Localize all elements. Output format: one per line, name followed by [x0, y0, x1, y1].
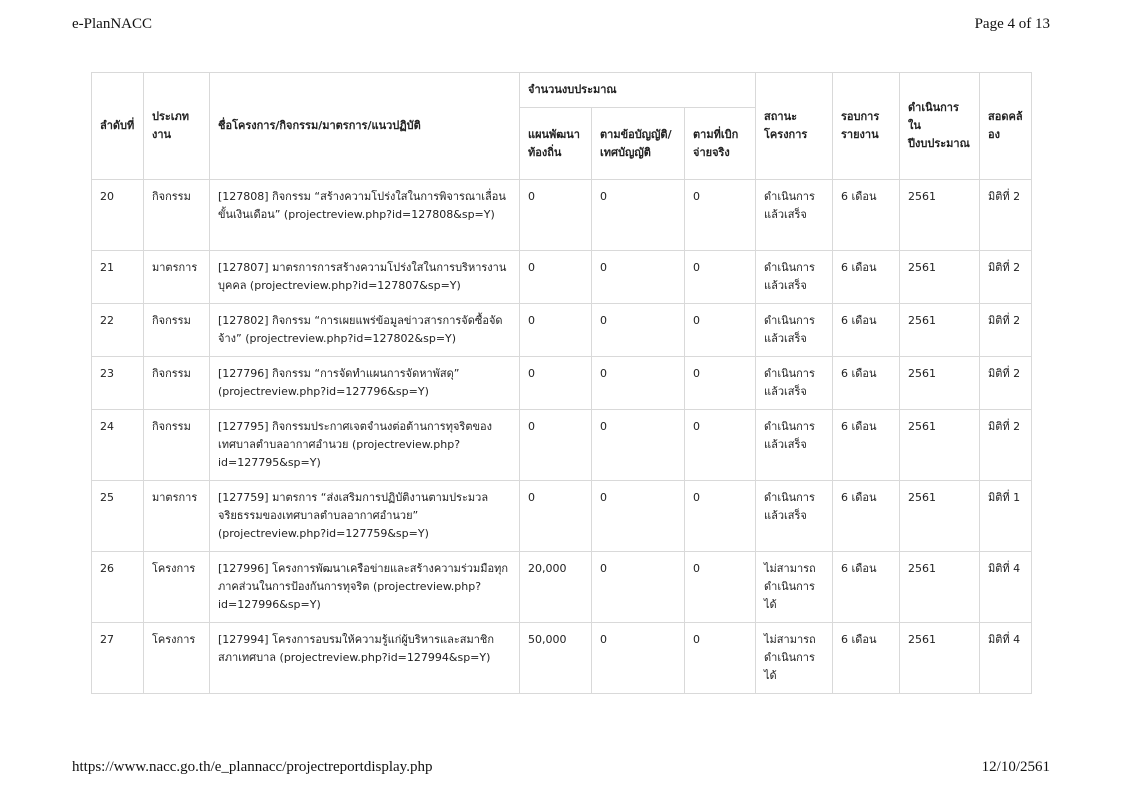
- page-indicator: Page 4 of 13: [974, 16, 1050, 32]
- cell-budget-law: 0: [592, 623, 685, 694]
- cell-budget-local: 0: [520, 251, 592, 304]
- cell-budget-actual: 0: [685, 410, 756, 481]
- cell-no: 20: [92, 180, 144, 251]
- cell-align: มิติที่ 4: [980, 552, 1032, 623]
- page-url: https://www.nacc.go.th/e_plannacc/projectreportdisplay.php: [72, 759, 433, 775]
- cell-round: 6 เดือน: [833, 623, 900, 694]
- cell-name: [127807] มาตรการการสร้างความโปร่งใสในการบริหารงานบุคคล (projectreview.php?id=127807&sp=Y): [210, 251, 520, 304]
- cell-round: 6 เดือน: [833, 304, 900, 357]
- header-type: ประเภทงาน: [144, 73, 210, 180]
- cell-align: มิติที่ 1: [980, 481, 1032, 552]
- header-budget-group: จำนวนงบประมาณ: [520, 73, 756, 108]
- document-header-title: e-PlanNACC: [72, 16, 152, 32]
- cell-budget-law: 0: [592, 481, 685, 552]
- cell-align: มิติที่ 2: [980, 251, 1032, 304]
- header-year: ดำเนินการในปีงบประมาณ: [900, 73, 980, 180]
- project-report-table: [91, 72, 1032, 694]
- table-row: [92, 623, 1032, 694]
- cell-align: มิติที่ 4: [980, 623, 1032, 694]
- cell-type: มาตรการ: [144, 251, 210, 304]
- print-date: 12/10/2561: [981, 759, 1050, 775]
- cell-budget-local: 50,000: [520, 623, 592, 694]
- table-row: [92, 251, 1032, 304]
- cell-name: [127802] กิจกรรม “การเผยแพร่ข้อมูลข่าวสารการจัดซื้อจัดจ้าง” (projectreview.php?id=127802&sp=Y): [210, 304, 520, 357]
- cell-no: 23: [92, 357, 144, 410]
- header-status: สถานะโครงการ: [756, 73, 833, 180]
- cell-status: ดำเนินการแล้วเสร็จ: [756, 357, 833, 410]
- cell-budget-local: 0: [520, 180, 592, 251]
- cell-round: 6 เดือน: [833, 251, 900, 304]
- table-row: [92, 410, 1032, 481]
- cell-no: 26: [92, 552, 144, 623]
- cell-budget-actual: 0: [685, 304, 756, 357]
- cell-budget-actual: 0: [685, 481, 756, 552]
- cell-budget-local: 0: [520, 410, 592, 481]
- cell-align: มิติที่ 2: [980, 357, 1032, 410]
- cell-budget-law: 0: [592, 410, 685, 481]
- cell-year: 2561: [900, 481, 980, 552]
- cell-type: กิจกรรม: [144, 410, 210, 481]
- cell-round: 6 เดือน: [833, 552, 900, 623]
- cell-round: 6 เดือน: [833, 357, 900, 410]
- cell-status: ดำเนินการแล้วเสร็จ: [756, 304, 833, 357]
- cell-type: โครงการ: [144, 623, 210, 694]
- cell-budget-actual: 0: [685, 251, 756, 304]
- cell-no: 27: [92, 623, 144, 694]
- cell-name: [127759] มาตรการ “ส่งเสริมการปฏิบัติงานตามประมวลจริยธรรมของเทศบาลตำบลอากาศอำนวย” (projectreview.php?id=127759&sp=Y): [210, 481, 520, 552]
- cell-budget-law: 0: [592, 251, 685, 304]
- cell-align: มิติที่ 2: [980, 180, 1032, 251]
- header-budget-local: แผนพัฒนาท้องถิ่น: [520, 108, 592, 180]
- cell-status: ดำเนินการแล้วเสร็จ: [756, 410, 833, 481]
- cell-round: 6 เดือน: [833, 481, 900, 552]
- header-budget-actual: ตามที่เบิกจ่ายจริง: [685, 108, 756, 180]
- cell-status: ดำเนินการแล้วเสร็จ: [756, 251, 833, 304]
- table-row: [92, 552, 1032, 623]
- cell-status: ไม่สามารถดำเนินการได้: [756, 623, 833, 694]
- header-align: สอดคล้อง: [980, 73, 1032, 180]
- cell-budget-local: 0: [520, 304, 592, 357]
- table-row: [92, 357, 1032, 410]
- table-row: [92, 180, 1032, 251]
- cell-budget-local: 20,000: [520, 552, 592, 623]
- header-budget-law: ตามข้อบัญญัติ/เทศบัญญัติ: [592, 108, 685, 180]
- cell-budget-local: 0: [520, 481, 592, 552]
- cell-year: 2561: [900, 552, 980, 623]
- cell-budget-law: 0: [592, 552, 685, 623]
- cell-type: กิจกรรม: [144, 304, 210, 357]
- cell-year: 2561: [900, 623, 980, 694]
- cell-status: ไม่สามารถดำเนินการได้: [756, 552, 833, 623]
- cell-budget-actual: 0: [685, 623, 756, 694]
- cell-type: โครงการ: [144, 552, 210, 623]
- cell-name: [127796] กิจกรรม “การจัดทำแผนการจัดหาพัสดุ” (projectreview.php?id=127796&sp=Y): [210, 357, 520, 410]
- header-round: รอบการรายงาน: [833, 73, 900, 180]
- cell-no: 24: [92, 410, 144, 481]
- cell-round: 6 เดือน: [833, 180, 900, 251]
- cell-budget-actual: 0: [685, 180, 756, 251]
- table-body: [92, 180, 1032, 694]
- cell-budget-law: 0: [592, 357, 685, 410]
- cell-year: 2561: [900, 410, 980, 481]
- header-name: ชื่อโครงการ/กิจกรรม/มาตรการ/แนวปฏิบัติ: [210, 73, 520, 180]
- cell-budget-actual: 0: [685, 357, 756, 410]
- cell-budget-law: 0: [592, 180, 685, 251]
- cell-budget-local: 0: [520, 357, 592, 410]
- cell-budget-actual: 0: [685, 552, 756, 623]
- cell-align: มิติที่ 2: [980, 304, 1032, 357]
- cell-status: ดำเนินการแล้วเสร็จ: [756, 180, 833, 251]
- cell-type: มาตรการ: [144, 481, 210, 552]
- cell-align: มิติที่ 2: [980, 410, 1032, 481]
- cell-name: [127795] กิจกรรมประกาศเจตจำนงต่อต้านการทุจริตของเทศบาลตำบลอากาศอำนวย (projectreview.php?id=127795&sp=Y): [210, 410, 520, 481]
- cell-type: กิจกรรม: [144, 357, 210, 410]
- cell-name: [127808] กิจกรรม “สร้างความโปร่งใสในการพิจารณาเลื่อนขั้นเงินเดือน” (projectreview.php?id=127808&sp=Y): [210, 180, 520, 251]
- cell-no: 22: [92, 304, 144, 357]
- cell-year: 2561: [900, 180, 980, 251]
- table-header: [92, 73, 1032, 180]
- cell-status: ดำเนินการแล้วเสร็จ: [756, 481, 833, 552]
- cell-year: 2561: [900, 304, 980, 357]
- cell-name: [127996] โครงการพัฒนาเครือข่ายและสร้างความร่วมมือทุกภาคส่วนในการป้องกันการทุจริต (projectreview.php?id=127996&sp=Y): [210, 552, 520, 623]
- cell-type: กิจกรรม: [144, 180, 210, 251]
- cell-year: 2561: [900, 251, 980, 304]
- cell-year: 2561: [900, 357, 980, 410]
- cell-name: [127994] โครงการอบรมให้ความรู้แก่ผู้บริหารและสมาชิกสภาเทศบาล (projectreview.php?id=127994&sp=Y): [210, 623, 520, 694]
- cell-no: 25: [92, 481, 144, 552]
- cell-budget-law: 0: [592, 304, 685, 357]
- cell-no: 21: [92, 251, 144, 304]
- table-row: [92, 481, 1032, 552]
- header-no: ลำดับที่: [92, 73, 144, 180]
- table-row: [92, 304, 1032, 357]
- cell-round: 6 เดือน: [833, 410, 900, 481]
